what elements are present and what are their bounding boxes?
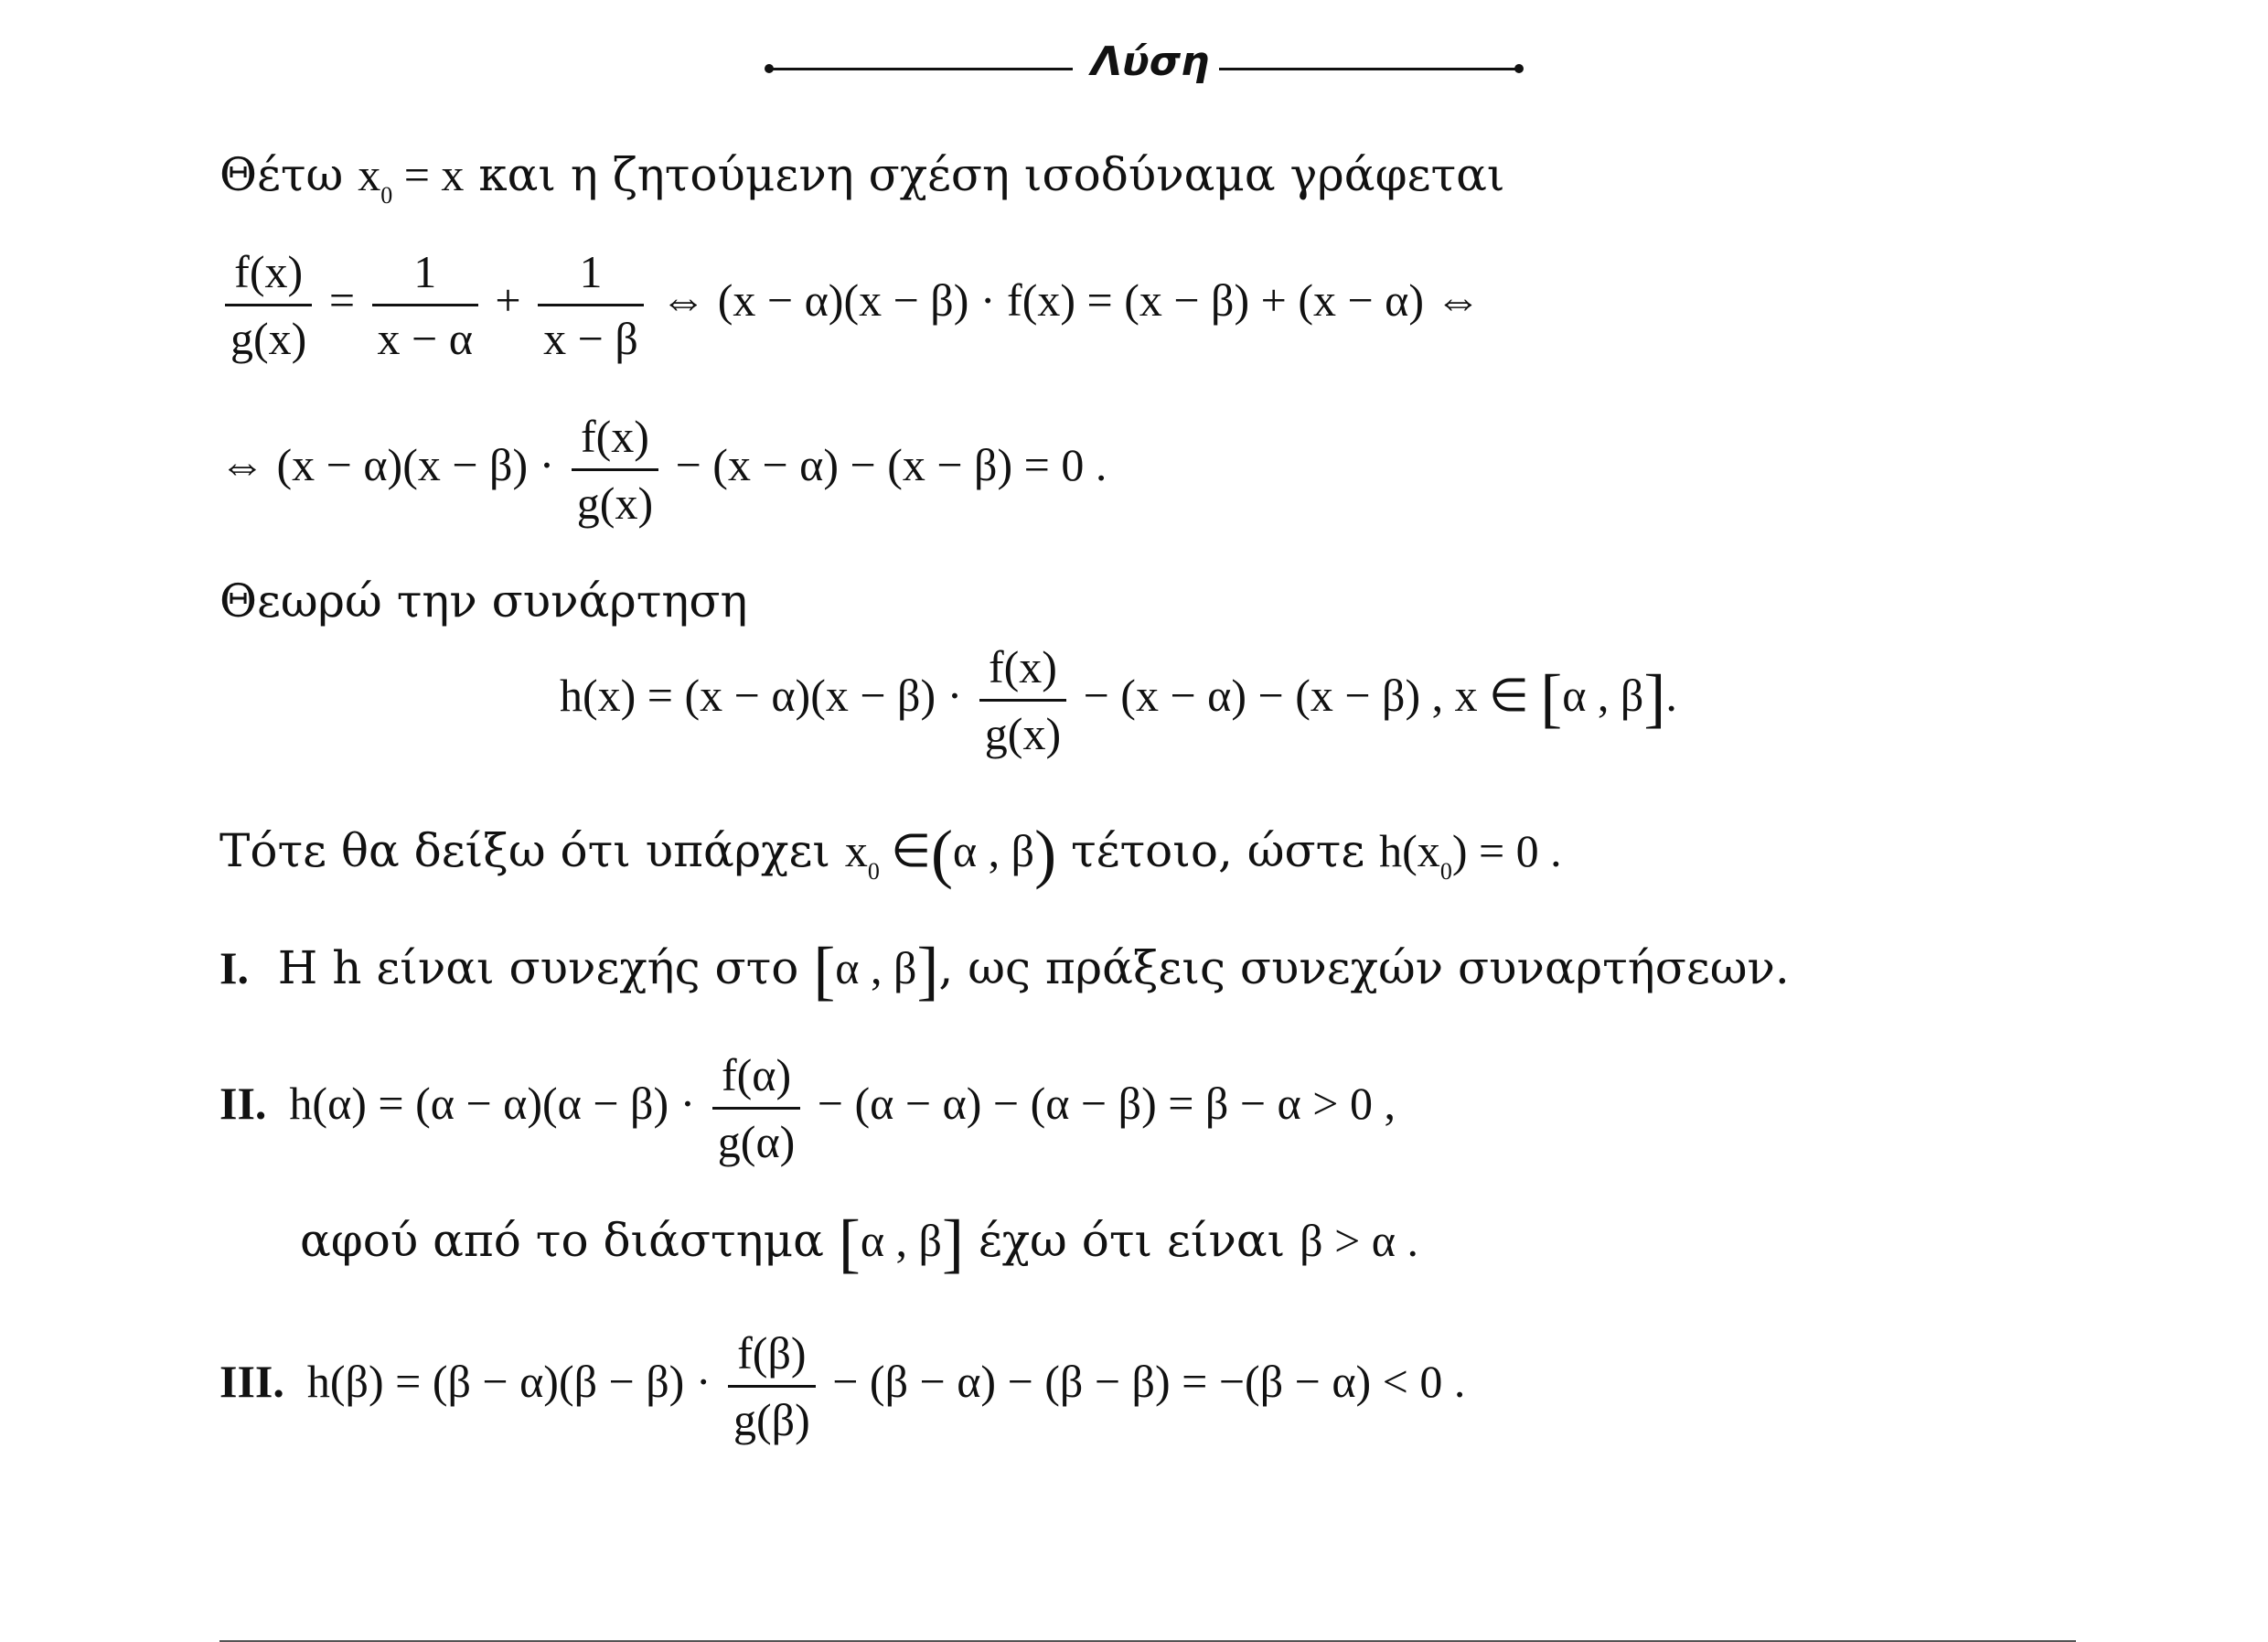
intro-line (219, 148, 1505, 209)
header-left-line (766, 68, 1073, 70)
equation-1: $\frac{f(x)}{g(x)}$ = $\frac{1}{x - \alpha}$ + $\frac{1}{x - \beta}$ ⇔ (x − α)(x − β) · f(x) = (x − β) + (x − α) ⇔ (219, 245, 1482, 365)
step-i-label: I. (219, 942, 249, 993)
h-definition: h(x) = (x − α)(x − β) · $\frac{f(x)}{g(x)}$ − (x − α) − (x − β) , x ∈ [α , β]. (560, 641, 1677, 759)
closed-interval: α , β (1562, 669, 1644, 721)
equation-2: ⇔ (x − α)(x − β) · $\frac{f(x)}{g(x)}$ − (x − α) − (x − β) = 0 . (219, 411, 1107, 529)
header-right-dot (1514, 64, 1524, 73)
fraction-fb-gb: $\frac{f(\beta)}{g(\beta)}$ (728, 1326, 816, 1446)
intro-text-a: Θέτω (219, 148, 344, 201)
section-title: Λύση (1091, 38, 1210, 85)
step-iii: III. h(β) = (β − α)(β − β) · $\frac{f(\beta)}{g(\beta)}$ − (β − α) − (β − β) = −(β − α) < 0 . (219, 1327, 1466, 1445)
step-iii-label: III. (219, 1355, 284, 1407)
header-right-line (1219, 68, 1521, 70)
step-ii-reason: αφού από το διάστημα [α , β] έχω ότι είναι β > α . (300, 1207, 1419, 1280)
fraction-1-xb: $\frac{1}{x - \beta}$ (538, 245, 644, 365)
claim-line: Τότε θα δείξω ότι υπάρχει $x_0$ ∈(α , β) τέτοιο, ώστε $h(x_0) = 0$ . (219, 817, 1562, 890)
fraction-fx-gx-3: $\frac{f(x)}{g(x)}$ (979, 640, 1066, 760)
step-ii: II. h(α) = (α − α)(α − β) · $\frac{f(\alpha)}{g(\alpha)}$ − (α − α) − (α − β) = β − α > 0 , (219, 1049, 1396, 1167)
step-ii-label: II. (219, 1077, 267, 1129)
open-interval: α , β (952, 825, 1035, 876)
math-x0: $x_0 = x$ (358, 149, 465, 209)
fraction-1-xa: $\frac{1}{x - \alpha}$ (372, 245, 478, 365)
intro-text-d: και η ζητούμενη σχέση ισοδύναμα γράφεται (478, 148, 1505, 201)
equation-1-rest: ⇔ (x − α)(x − β) · f(x) = (x − β) + (x − α) ⇔ (660, 274, 1482, 326)
fraction-fx-gx-2: $\frac{f(x)}{g(x)}$ (572, 410, 658, 530)
fraction-fx-gx: $\frac{f(x)}{g(x)}$ (225, 245, 312, 365)
step-i: I. Η h είναι συνεχής στο [α , β], ως πράξεις συνεχών συναρτήσεων. (219, 934, 1790, 1007)
fraction-fa-ga: $\frac{f(\alpha)}{g(\alpha)}$ (712, 1048, 801, 1168)
consider-function-text: Θεωρώ την συνάρτηση (219, 574, 748, 628)
